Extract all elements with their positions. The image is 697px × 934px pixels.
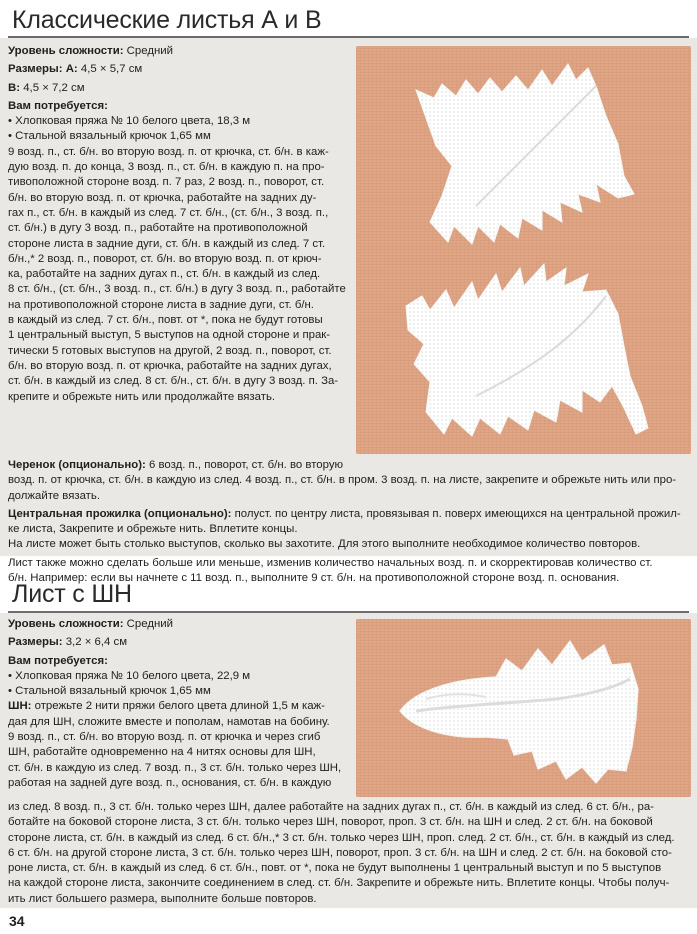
- s2-size-value: 3,2 × 6,4 см: [62, 636, 128, 649]
- s1-extra-line: Лист также можно сделать больше или меньше, изменив количество начальных возд. п. и скорректировав количество ст.: [8, 556, 653, 569]
- s2-need-item: • Хлопковая пряжа № 10 белого цвета, 22,9 м: [8, 669, 251, 682]
- s2-body-line: ст. б/н. в каждую из след. 7 возд. п., 3 ст. б/н. только через ШН,: [8, 761, 342, 774]
- s2-need-label: Вам потребуется:: [8, 654, 108, 667]
- s2-body-line: роне листа, ст. б/н. в каждый из след. 6 ст. б/н., повт. от *, пока не будут выполнены 1 центральный выступ и по 5 выступов: [8, 862, 662, 875]
- section1-panel: [0, 38, 697, 585]
- s2-level-label: Уровень сложности:: [8, 618, 124, 630]
- s1-level-value: Средний: [123, 45, 173, 57]
- s1-stem-line: 6 возд. п., поворот, ст. б/н. во вторую: [145, 459, 344, 471]
- s2-body-line: ШН, работайте одновременно на 4 нитях основы для ШН,: [8, 746, 316, 759]
- s1-stem-label: Черенок (опционально):: [8, 459, 146, 471]
- page-number: 34: [9, 913, 25, 929]
- s2-body-line: на каждой стороне листа, закончите соединением в след. ст. б/н. Закрепите и обрежьте нить. Вплетите концы. Чтобы получ-: [8, 877, 670, 890]
- s1-body-line: б/н.,* 2 возд. п., поворот, ст. б/н. во вторую возд. п. от крюч-: [8, 252, 322, 265]
- s1-body-line: ст. б/н. в каждый из след. 8 ст. б/н., ст. б/н. в дугу 3 возд. п. За-: [8, 375, 339, 388]
- s1-size-a: 4,5 × 5,7 см: [77, 63, 143, 76]
- s1-body-line: крепите и обрежьте нить или продолжайте вязать.: [8, 390, 276, 403]
- s2-shn-label: ШН:: [8, 700, 32, 713]
- s1-vein-line: На листе может быть столько выступов, сколько вы захотите. Для этого выполните необходимое количество повторов.: [8, 538, 641, 551]
- s1-vein-line: полуст. по центру листа, провязывая п. поверх имеющихся на центральной прожил-: [231, 507, 681, 520]
- s1-vein-line: ке листа, Закрепите и обрежьте нить. Вплетите концы.: [8, 523, 298, 536]
- s1-stem-line: должайте вязать.: [8, 489, 100, 502]
- s1-need-item: • Хлопковая пряжа № 10 белого цвета, 18,3 м: [8, 115, 251, 128]
- s1-need-item: • Стальной вязальный крючок 1,65 мм: [8, 130, 211, 143]
- s1-body-line: б/н. во вторую возд. п. от крючка, работайте на задних дугах,: [8, 359, 332, 372]
- s1-body-line: дую возд. п. до конца, 3 возд. п., ст. б/н. в каждую п. на про-: [8, 161, 325, 174]
- s1-extra-line: б/н. Например: если вы начнете с 11 возд. п., выполните 9 ст. б/н. на противоположной стороне возд. п. основания.: [8, 572, 620, 585]
- section2-photo: [356, 619, 691, 797]
- s2-body-line: стороне листа, ст. б/н. в каждый из след. 6 ст. б/н.,* 3 ст. б/н. только через ШН, проп. след. 2 ст. б/н., ст. б/н. в каждый из след.: [8, 831, 675, 844]
- section2-title: Лист с ШН: [12, 580, 132, 608]
- section2-wide-text: [8, 800, 691, 907]
- section1-photo: [356, 46, 691, 454]
- s2-body-line: 6 ст. б/н. на другой стороне листа, 3 ст. б/н. только через ШН, поворот, проп. 3 ст. б/н. на ШН и след. 2 ст. б/н. на боковой сто-: [8, 846, 672, 859]
- s1-body-line: гах п., ст. б/н. в каждый из след. 7 ст. б/н., (ст. б/н., 3 возд. п.,: [8, 206, 329, 219]
- s2-body-line: дая для ШН, сложите вместе и пополам, намотав на бобину.: [8, 715, 330, 728]
- s1-body-line: стороне листа в задние дуги, ст. б/н. в каждый из след. 7 ст.: [8, 237, 326, 250]
- section2-panel: [0, 613, 697, 908]
- s1-body-line: тивоположной стороне возд. п. 7 раз, 2 возд. п., поворот, ст.: [8, 176, 325, 189]
- section1-left-column: [8, 44, 353, 405]
- s1-vein-label: Центральная прожилка (опционально):: [8, 507, 232, 520]
- section1-title: Классические листья А и В: [12, 6, 322, 34]
- s1-level-label: Уровень сложности:: [8, 45, 124, 57]
- section2-left-column: [8, 617, 353, 791]
- s2-level-value: Средний: [123, 618, 173, 630]
- s1-body-line: ст. б/н.) в дугу 3 возд. п., работайте на противоположной: [8, 222, 308, 235]
- s2-body-line: 9 возд. п., ст. б/н. во вторую возд. п. от крючка и через сгиб: [8, 731, 321, 744]
- s2-shn-first: отрежьте 2 нити пряжи белого цвета длиной 1,5 м каж-: [31, 700, 325, 713]
- s1-body-line: ка, работайте на задних дугах п., ст. б/н. в каждый из след.: [8, 268, 321, 281]
- s2-need-item: • Стальной вязальный крючок 1,65 мм: [8, 685, 211, 698]
- leaf-b: [406, 264, 648, 436]
- s1-body-line: 1 центральный выступ, 5 выступов на одной стороне и прак-: [8, 329, 331, 342]
- s2-body-line: ить лист большего размера, выполните больше повторов.: [8, 892, 317, 905]
- s1-body-line: на противоположной стороне листа в задние дуги, ст. б/н.: [8, 298, 314, 311]
- s2-body-line: из след. 8 возд. п., 3 ст. б/н. только через ШН, далее работайте на задних дугах п., ст. б/н. в каждый из след. 6 ст. б/н., ра-: [8, 801, 654, 813]
- s2-size-label: Размеры:: [8, 636, 63, 649]
- s1-body-line: б/н. во вторую возд. п. от крючка, работайте на задних ду-: [8, 191, 317, 204]
- crochet-leaf-shn-image: [356, 619, 691, 797]
- s1-body-line: тически 5 готовых выступов на другой, 2 возд. п., поворот, ст.: [8, 344, 332, 357]
- s1-body-line: 8 ст. б/н., (ст. б/н., 3 возд. п., ст. б/н.) в дугу 3 возд. п., работайте: [8, 283, 346, 296]
- s1-body-line: в каждый из след. 7 ст. б/н., повт. от *, пока не будут готовы: [8, 314, 323, 327]
- s1-body-line: 9 возд. п., ст. б/н. во вторую возд. п. от крючка, ст. б/н. в каж-: [8, 145, 329, 158]
- s2-body-line: ботайте на боковой стороне листа, 3 ст. б/н. только через ШН, поворот, проп. 3 ст. б/н. на ШН и след. 2 ст. б/н. на боковой: [8, 816, 653, 829]
- s1-size-b-label: В:: [8, 81, 21, 94]
- s2-body-line: работая на задней дуге возд. п., основания, ст. б/н. в каждую: [8, 776, 332, 789]
- s1-size-b: 4,5 × 7,2 см: [20, 81, 85, 94]
- leaf-a: [416, 64, 634, 244]
- crochet-leaves-a-b-image: [356, 46, 691, 454]
- s1-size-label: Размеры: А:: [8, 63, 78, 76]
- s1-stem-line: возд. п. от крючка, ст. б/н. в каждую из след. 4 возд. п., ст. б/н. в пром. 3 возд. п. на листе, закрепите и обрежьте нить или про-: [8, 474, 677, 487]
- section1-wide-text: [8, 458, 691, 586]
- leaf-shn: [400, 641, 638, 783]
- s1-need-label: Вам потребуется:: [8, 99, 108, 112]
